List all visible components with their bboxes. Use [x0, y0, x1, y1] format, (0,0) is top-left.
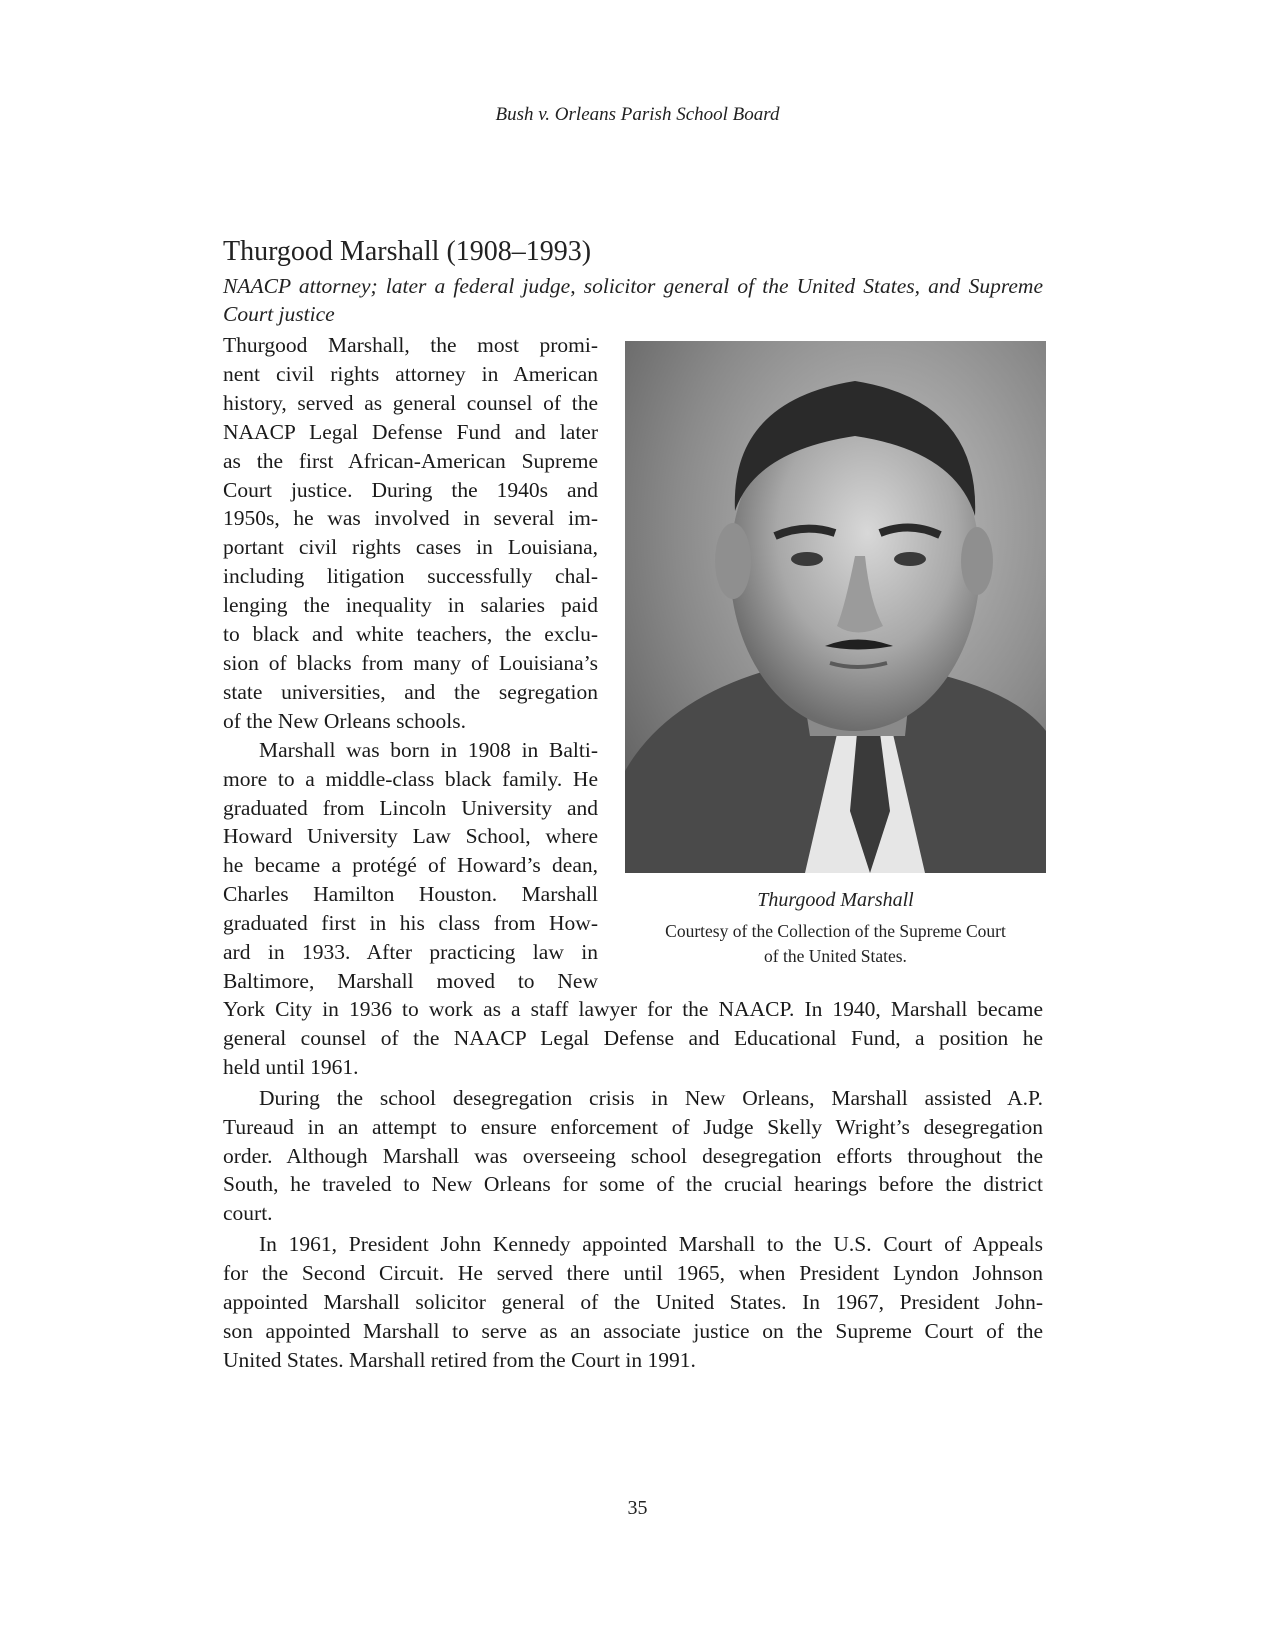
text-line: as the first African-American Supreme: [223, 448, 598, 473]
subtitle-line: NAACP attorney; later a federal judge, solicitor general of the United States, and: [223, 274, 961, 298]
text-line: of the New Orleans schools.: [223, 708, 467, 733]
credit-line: Courtesy of the Collection of the Supreme Court: [665, 921, 1006, 941]
subtitle-line: Supreme Court justice: [223, 274, 1043, 326]
full-width-text: [223, 995, 1043, 1377]
paragraph-early-life: [223, 736, 598, 996]
section-subtitle: [223, 272, 1043, 328]
text-line: Tureaud in an attempt to ensure enforcement of Judge Skelly Wright’s desegregation: [223, 1114, 1043, 1139]
paragraph-desegregation-crisis: [223, 1084, 1043, 1229]
figure-caption-name: Thurgood Marshall: [757, 889, 914, 911]
paragraph-early-life-continued: [223, 995, 1043, 1082]
text-line: Charles Hamilton Houston. Marshall: [223, 882, 598, 907]
text-line: In 1961, President John Kennedy appointed Marshall to the U.S. Court of Appeals: [259, 1232, 1043, 1257]
running-head: Bush v. Orleans Parish School Board: [495, 104, 780, 125]
section-title: Thurgood Marshall (1908–1993): [223, 236, 592, 267]
text-line: United States. Marshall retired from the Court in 1991.: [223, 1347, 696, 1372]
figure-caption-credit: [625, 919, 1046, 969]
text-line: appointed Marshall solicitor general of the United States. In 1967, President John-: [223, 1290, 1043, 1315]
text-line: held until 1961.: [223, 1054, 359, 1079]
text-line: York City in 1936 to work as a staff lawyer for the NAACP. In 1940, Marshall became: [223, 997, 1043, 1021]
text-line: Court justice. During the 1940s and: [223, 477, 598, 502]
text-line: graduated from Lincoln University and: [223, 795, 598, 820]
text-line: NAACP Legal Defense Fund and later: [223, 419, 598, 444]
text-line: Marshall was born in 1908 in Balti-: [259, 737, 598, 762]
text-line: history, served as general counsel of the: [223, 390, 598, 415]
text-line: Baltimore, Marshall moved to New: [223, 968, 598, 993]
text-line: court.: [223, 1201, 273, 1226]
text-line: ard in 1933. After practicing law in: [223, 940, 598, 965]
text-line: state universities, and the segregation: [223, 679, 598, 704]
text-line: for the Second Circuit. He served there until 1965, when President Lyndon Johnson: [223, 1261, 1043, 1286]
text-line: order. Although Marshall was overseeing school desegregation efforts throughout the: [223, 1143, 1043, 1168]
text-line: portant civil rights cases in Louisiana,: [223, 535, 598, 560]
text-line: son appointed Marshall to serve as an associate justice on the Supreme Court of the: [223, 1318, 1043, 1343]
portrait-photo: [625, 341, 1046, 873]
text-line: During the school desegregation crisis in New Orleans, Marshall assisted A.P.: [259, 1085, 1043, 1110]
narrow-column-text: [223, 331, 598, 996]
portrait-illustration: [625, 341, 1046, 873]
text-line: to black and white teachers, the exclu-: [223, 622, 598, 647]
text-line: general counsel of the NAACP Legal Defense and Educational Fund, a position he: [223, 1025, 1043, 1050]
text-line: sion of blacks from many of Louisiana’s: [223, 650, 598, 675]
text-line: nent civil rights attorney in American: [223, 361, 598, 386]
text-line: more to a middle-class black family. He: [223, 766, 598, 791]
text-line: 1950s, he was involved in several im-: [223, 506, 598, 531]
text-line: South, he traveled to New Orleans for some of the crucial hearings before the district: [223, 1172, 1043, 1197]
text-line: he became a protégé of Howard’s dean,: [223, 853, 598, 878]
text-line: including litigation successfully chal-: [223, 564, 598, 589]
text-line: graduated first in his class from How-: [223, 911, 598, 936]
paragraph-intro: [223, 331, 598, 736]
page-number: 35: [627, 1497, 648, 1519]
text-line: Howard University Law School, where: [223, 824, 598, 849]
text-line: Thurgood Marshall, the most promi-: [223, 333, 598, 357]
paragraph-judicial-career: [223, 1230, 1043, 1375]
credit-line: of the United States.: [764, 946, 907, 966]
text-line: lenging the inequality in salaries paid: [223, 593, 598, 618]
